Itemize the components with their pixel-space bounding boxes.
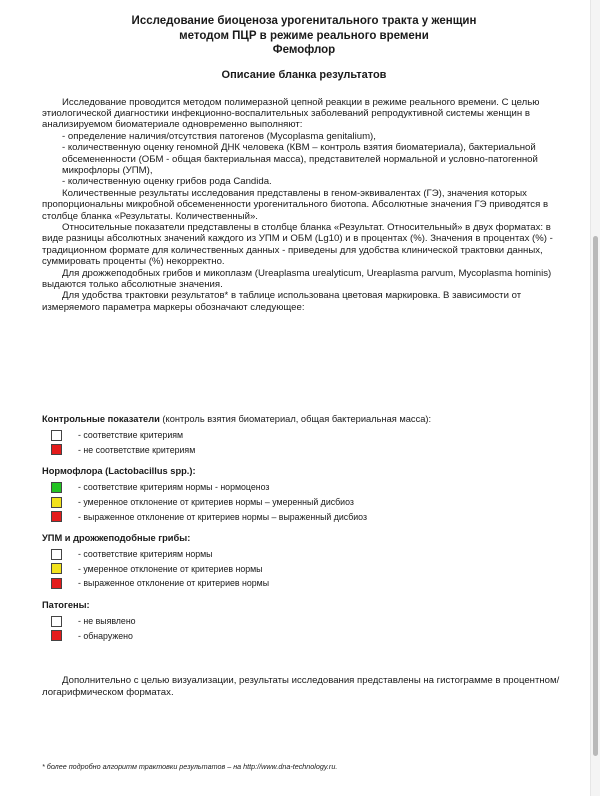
legend-group-upm bbox=[42, 533, 562, 591]
intro-text bbox=[42, 97, 566, 314]
legend-label: - соответствие критериям нормы bbox=[78, 549, 213, 560]
legend-row bbox=[42, 509, 562, 524]
legend-label: - умеренное отклонение от критериев нормы – умеренный дисбиоз bbox=[78, 497, 354, 508]
legend-row bbox=[42, 495, 562, 510]
legend-group-note: (контроль взятия биоматериал, общая бактериальная масса): bbox=[162, 414, 432, 424]
intro-bullet: - количественную оценку геномной ДНК человека (КВМ – контроль взятия биоматериала), бактериальной обсемененности (ОБМ - общая бактериальная масса), представителей нормальной и условно-патогенной микрофлоры (УПМ), bbox=[62, 142, 538, 176]
legend-label: - выраженное отклонение от критериев нормы bbox=[78, 578, 270, 589]
intro-paragraph: Для дрожжеподобных грибов и микоплазм (Ureaplasma urealyticum, Ureaplasma parvum, Mycoplasma hominis) выдаются только абсолютные значения. bbox=[42, 267, 552, 290]
footnote: * более подробно алгоритм трактовки результатов – на http://www.dna-technology.ru. bbox=[42, 762, 338, 771]
legend-row bbox=[42, 443, 562, 458]
color-swatch bbox=[51, 511, 62, 522]
color-swatch bbox=[51, 482, 62, 493]
vertical-scrollbar[interactable] bbox=[590, 0, 600, 796]
legend-label: - не соответствие критериям bbox=[78, 444, 196, 455]
intro-paragraph: Количественные результаты исследования представлены в геном-эквивалентах (ГЭ), значения которых пропорциональны микробной обсемененности урогенитального биотопа. Абсолютные значения ГЭ приводятся в столбце бланка «Результаты. Количественный». bbox=[42, 187, 549, 222]
document-subtitle: Описание бланка результатов bbox=[221, 68, 387, 81]
color-swatch bbox=[51, 616, 62, 627]
document-title bbox=[42, 14, 566, 58]
color-swatch bbox=[51, 549, 62, 560]
legend-row bbox=[42, 576, 562, 591]
color-swatch bbox=[51, 444, 62, 455]
legend-group-control bbox=[42, 414, 562, 457]
legend-row bbox=[42, 614, 562, 629]
color-swatch bbox=[51, 497, 62, 508]
legend-row bbox=[42, 628, 562, 643]
scrollbar-thumb[interactable] bbox=[593, 236, 598, 756]
legend-label: - обнаружено bbox=[78, 630, 133, 641]
legend-row bbox=[42, 547, 562, 562]
legend-group-title: Патогены: bbox=[42, 599, 90, 610]
legend-row bbox=[42, 428, 562, 443]
legend-row bbox=[42, 562, 562, 577]
legend-group-normoflora bbox=[42, 466, 562, 524]
intro-bullet: - количественную оценку грибов рода Candida. bbox=[62, 176, 272, 188]
color-legend bbox=[42, 414, 562, 652]
title-line: методом ПЦР в режиме реального времени bbox=[179, 29, 429, 42]
color-swatch bbox=[51, 430, 62, 441]
legend-group-title: Контрольные показатели bbox=[42, 414, 160, 424]
color-swatch bbox=[51, 630, 62, 641]
legend-group-title: УПМ и дрожжеподобные грибы: bbox=[42, 532, 191, 543]
title-line: Фемофлор bbox=[272, 44, 336, 56]
legend-label: - соответствие критериям нормы - нормоценоз bbox=[78, 482, 270, 493]
intro-paragraph: Относительные показатели представлены в столбце бланка «Результат. Относительный» в двух форматах: в виде разницы абсолютных значений каждого из УПМ и ОБМ (Lg10) и в процентах (%). Значения в процентах (%) - традиционном формате для количественных данных - приведены для удобства клинической трактовки данных, суммировать проценты (%) некорректно. bbox=[42, 221, 553, 268]
color-swatch bbox=[51, 563, 62, 574]
legend-group-title: Нормофлора (Lactobacillus spp.): bbox=[42, 466, 196, 477]
intro-bullet: - определение наличия/отсутствия патогенов (Mycoplasma genitalium), bbox=[62, 130, 376, 142]
legend-label: - умеренное отклонение от критериев нормы bbox=[78, 563, 263, 574]
legend-group-pathogens bbox=[42, 600, 562, 643]
intro-paragraph: Исследование проводится методом полимеразной цепной реакции в режиме реального времени. С целью этиологической диагностики инфекционно-воспалительных заболеваний репродуктивной системы женщин в анализируемом биоматериале одновременно выполняют: bbox=[42, 96, 540, 131]
title-line: Исследование биоценоза урогенитального тракта у женщин bbox=[131, 15, 477, 27]
legend-label: - не выявлено bbox=[78, 616, 136, 627]
legend-row bbox=[42, 480, 562, 495]
color-swatch bbox=[51, 578, 62, 589]
legend-label: - соответствие критериям bbox=[78, 430, 184, 441]
legend-label: - выраженное отклонение от критериев нормы – выраженный дисбиоз bbox=[78, 511, 367, 522]
closing-paragraph: Дополнительно с целью визуализации, результаты исследования представлены на гистограмме в процентном/логарифмическом форматах. bbox=[42, 674, 560, 698]
document-page bbox=[42, 14, 566, 313]
intro-paragraph: Для удобства трактовки результатов* в таблице использована цветовая маркировка. В зависимости от измеряемого параметра маркеры обозначают следующее: bbox=[42, 290, 522, 313]
